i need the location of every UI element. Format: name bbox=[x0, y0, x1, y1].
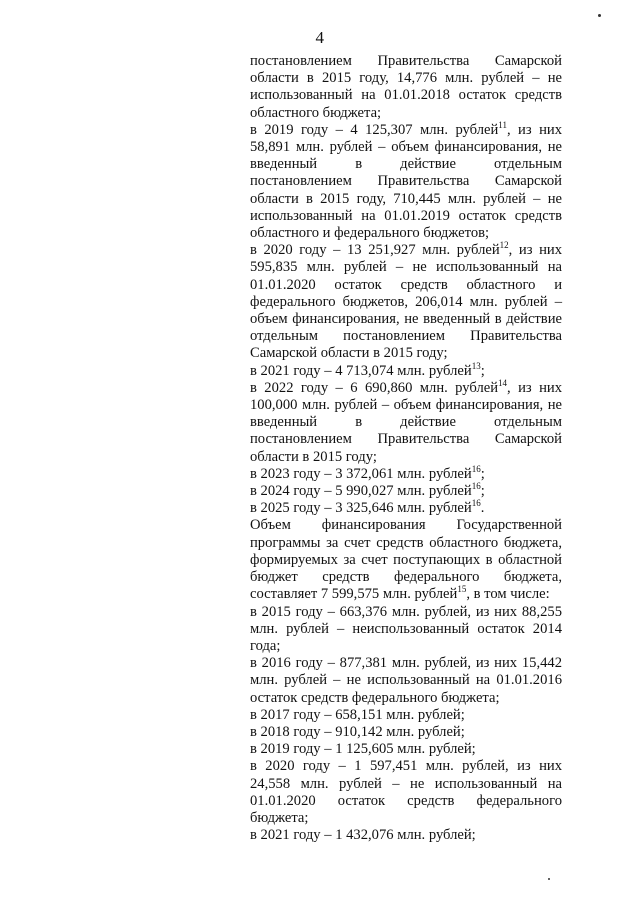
paragraph-text: в 2023 году – 3 372,061 млн. рублей bbox=[250, 465, 472, 482]
paragraph bbox=[250, 119, 562, 242]
paragraph-text: в 2022 году – 6 690,860 млн. рублей bbox=[250, 379, 499, 396]
paragraph-text: в 2018 году – 910,142 млн. рублей; bbox=[250, 723, 465, 740]
paragraph bbox=[250, 741, 562, 758]
footnote-reference: 11 bbox=[498, 119, 507, 130]
paragraph-text: в 2025 году – 3 325,646 млн. рублей bbox=[250, 500, 472, 517]
paragraph bbox=[250, 707, 562, 724]
paragraph-text: в 2024 году – 5 990,027 млн. рублей bbox=[250, 483, 472, 500]
paragraph-text: , из них 595,835 млн. рублей – не использованный на 01.01.2020 остаток средств областного и федерального бюджетов, 206,014 млн. рублей – объем финансирования, не введенный в действие отдельным постановлением Правительства Самарской области в 2015 году; bbox=[250, 242, 562, 362]
paragraph-text: в 2017 году – 658,151 млн. рублей; bbox=[250, 706, 465, 723]
paragraph-text: , в том числе: bbox=[466, 586, 550, 603]
paragraph bbox=[250, 242, 562, 362]
paragraph bbox=[250, 604, 562, 656]
paragraph-text: в 2020 году – 1 597,451 млн. рублей, из них 24,558 млн. рублей – не использованный на 01.01.2020 остаток средств федерального бюджета; bbox=[250, 758, 562, 826]
paragraph bbox=[250, 483, 562, 500]
footnote-reference: 16 bbox=[471, 463, 481, 474]
paragraph bbox=[250, 360, 562, 380]
footnote-reference: 12 bbox=[499, 240, 509, 251]
footnote-reference: 16 bbox=[471, 481, 481, 492]
paragraph-text: в 2019 году – 4 125,307 млн. рублей bbox=[250, 121, 499, 138]
paragraph-text: . bbox=[480, 500, 485, 517]
paragraph bbox=[250, 53, 562, 122]
paragraph-text: в 2019 году – 1 125,605 млн. рублей; bbox=[250, 741, 476, 758]
paragraph-text: ; bbox=[480, 465, 485, 482]
paragraph-text: в 2020 году – 13 251,927 млн. рублей bbox=[250, 242, 500, 259]
document-body bbox=[250, 53, 562, 844]
paragraph bbox=[250, 758, 562, 827]
paragraph bbox=[250, 724, 562, 741]
page-number: 4 bbox=[315, 28, 325, 47]
paragraph-text: ; bbox=[480, 362, 485, 379]
paragraph-text: в 2016 году – 877,381 млн. рублей, из них 15,442 млн. рублей – не использованный на 01.01.2016 остаток средств федерального бюджета; bbox=[250, 655, 562, 706]
paragraph bbox=[250, 463, 562, 483]
paragraph-text: , из них 58,891 млн. рублей – объем финансирования, не введенный в действие отдельным постановлением Правительства Самарской области в 2015 году, 710,445 млн. рублей – не использованный на 01.01.2019 остаток средств областного и федерального бюджетов; bbox=[250, 121, 562, 242]
paragraph-text: в 2021 году – 4 713,074 млн. рублей bbox=[250, 362, 472, 379]
paragraph bbox=[250, 655, 562, 707]
footnote-reference: 16 bbox=[471, 498, 481, 509]
paragraph-text: в 2021 году – 1 432,076 млн. рублей; bbox=[250, 827, 476, 844]
paragraph bbox=[250, 517, 562, 603]
footnote-reference: 13 bbox=[471, 360, 481, 371]
footnote-reference: 15 bbox=[457, 584, 467, 595]
scan-speck bbox=[598, 14, 601, 17]
footnote-reference: 14 bbox=[498, 377, 508, 388]
scan-speck bbox=[548, 878, 550, 880]
paragraph-text: , из них 100,000 млн. рублей – объем финансирования, не введенный в действие отдельным постановлением Правительства Самарской области в 2015 году; bbox=[250, 379, 562, 465]
paragraph-text: в 2015 году – 663,376 млн. рублей, из них 88,255 млн. рублей – неиспользованный остаток 2014 года; bbox=[250, 603, 562, 654]
paragraph bbox=[250, 827, 562, 844]
paragraph bbox=[250, 500, 562, 517]
paragraph-text: Объем финансирования Государственной программы за счет средств областного бюджета, формируемых за счет поступающих в областной бюджет средств федерального бюджета, составляет 7 599,575 млн. рублей bbox=[250, 517, 562, 603]
paragraph bbox=[250, 377, 562, 466]
paragraph-text: ; bbox=[480, 483, 485, 500]
paragraph-text: постановлением Правительства Самарской области в 2015 году, 14,776 млн. рублей – не использованный на 01.01.2018 остаток средств областного бюджета; bbox=[250, 53, 562, 121]
